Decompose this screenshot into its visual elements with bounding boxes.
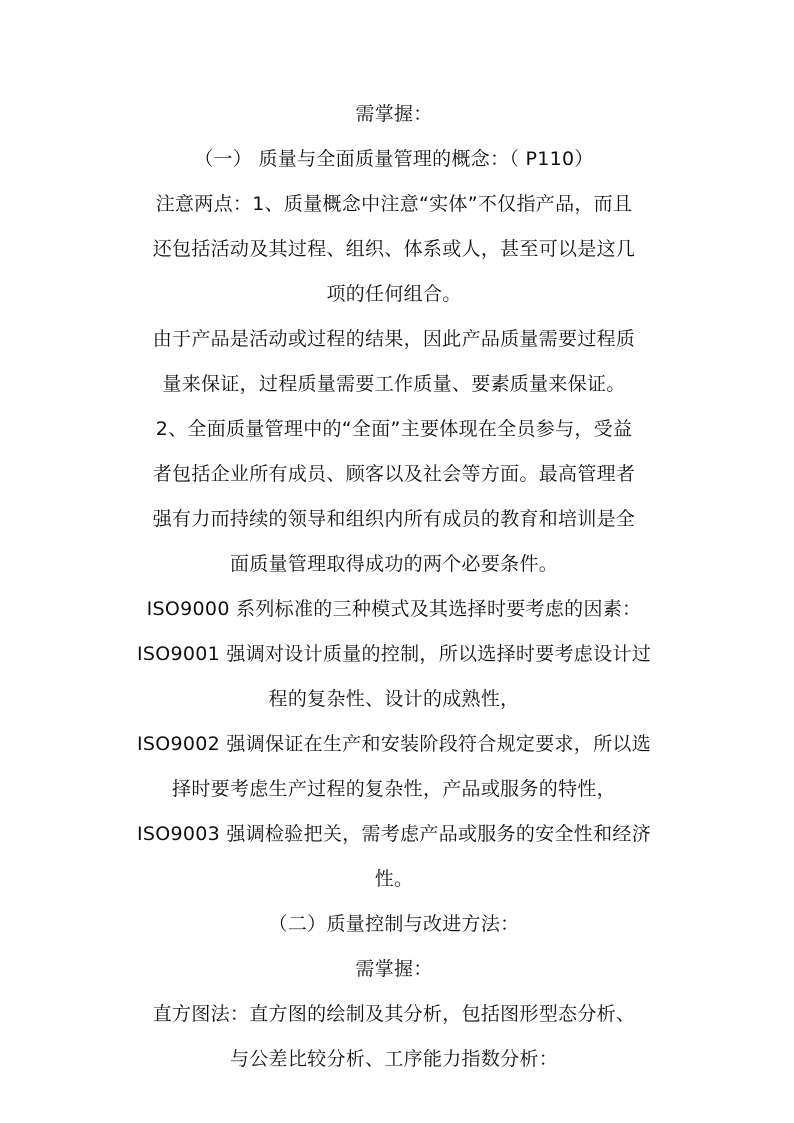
paragraph-line: 程的复杂性、设计的成熟性， (268, 688, 520, 710)
paragraph-line: 与公差比较分析、工序能力指数分析： (229, 1048, 559, 1070)
paragraph-line: ISO9000 系列标准的三种模式及其选择时要考虑的因素： (146, 598, 642, 620)
paragraph-line: 2、全面质量管理中的“全面”主要体现在全员参与，受益 (155, 418, 633, 440)
section-heading-quality-concepts: （一） 质量与全面质量管理的概念：（ P110） (194, 148, 594, 170)
paragraph-line: 量来保证，过程质量需要工作质量、要素质量来保证。 (162, 373, 626, 395)
paragraph-line: 者包括企业所有成员、顾客以及社会等方面。最高管理者 (152, 463, 636, 485)
paragraph-line: 强有力而持续的领导和组织内所有成员的教育和培训是全 (152, 508, 636, 530)
heading-must-master: 需掌握： (355, 958, 433, 980)
paragraph-line: 择时要考虑生产过程的复杂性，产品或服务的特性， (172, 778, 616, 800)
paragraph-line: 直方图法：直方图的绘制及其分析，包括图形型态分析、 (152, 1003, 636, 1025)
paragraph-line: 还包括活动及其过程、组织、体系或人，甚至可以是这几 (152, 238, 636, 260)
section-heading-quality-control: （二）质量控制与改进方法： (268, 913, 520, 935)
paragraph-line: 项的任何组合。 (326, 283, 462, 305)
paragraph-line: 面质量管理取得成功的两个必要条件。 (229, 553, 559, 575)
paragraph-line: ISO9002 强调保证在生产和安装阶段符合规定要求，所以选 (136, 733, 651, 755)
paragraph-line: 注意两点：1、质量概念中注意“实体”不仅指产品，而且 (155, 193, 633, 215)
heading-must-master: 需掌握： (355, 103, 433, 125)
paragraph-line: ISO9001 强调对设计质量的控制，所以选择时要考虑设计过 (136, 643, 651, 665)
paragraph-line: 性。 (374, 868, 414, 890)
paragraph-line: ISO9003 强调检验把关，需考虑产品或服务的安全性和经济 (136, 823, 651, 845)
paragraph-line: 由于产品是活动或过程的结果，因此产品质量需要过程质 (152, 328, 636, 350)
document-body (120, 92, 668, 1082)
